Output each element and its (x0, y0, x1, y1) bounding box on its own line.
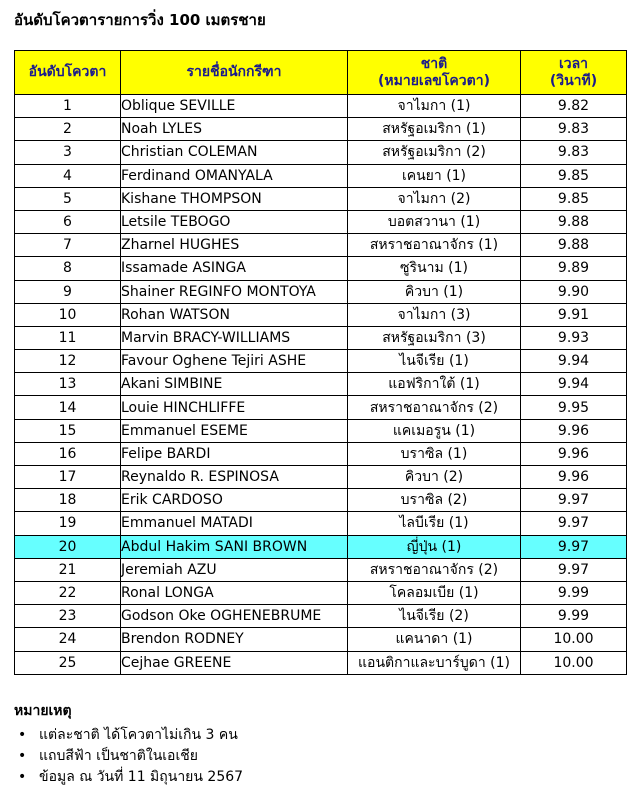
rank-cell: 8 (15, 257, 121, 280)
rank-cell: 14 (15, 396, 121, 419)
athlete-name-cell: Emmanuel ESEME (121, 419, 348, 442)
time-cell: 9.88 (521, 234, 627, 257)
athlete-name-cell: Shainer REGINFO MONTOYA (121, 280, 348, 303)
nation-cell: ไนจีเรีย (1) (348, 350, 521, 373)
athlete-name-cell: Noah LYLES (121, 118, 348, 141)
header-time-sublabel: (วินาที) (549, 72, 598, 89)
table-row (15, 303, 627, 326)
time-cell: 10.00 (521, 628, 627, 651)
bullet-icon: • (18, 769, 27, 785)
nation-cell: ไลบีเรีย (1) (348, 512, 521, 535)
time-cell: 9.96 (521, 442, 627, 465)
nation-cell: แอฟริกาใต้ (1) (348, 373, 521, 396)
rank-cell: 12 (15, 350, 121, 373)
time-cell: 9.99 (521, 581, 627, 604)
athlete-name-cell: Erik CARDOSO (121, 489, 348, 512)
athlete-name-cell: Ronal LONGA (121, 581, 348, 604)
time-cell: 9.97 (521, 535, 627, 558)
nation-cell: แอนติกาและบาร์บูดา (1) (348, 651, 521, 674)
rank-cell: 16 (15, 442, 121, 465)
time-cell: 9.85 (521, 187, 627, 210)
athlete-name-cell: Reynaldo R. ESPINOSA (121, 466, 348, 489)
rank-cell: 25 (15, 651, 121, 674)
table-row (15, 558, 627, 581)
table-row (15, 164, 627, 187)
athlete-name-cell: Godson Oke OGHENEBRUME (121, 605, 348, 628)
table-body (15, 95, 627, 675)
table-row (15, 442, 627, 465)
header-nation-label: ชาติ (420, 55, 448, 72)
notes-section (14, 700, 243, 788)
athlete-name-cell: Oblique SEVILLE (121, 95, 348, 118)
rank-cell: 7 (15, 234, 121, 257)
page-title: อันดับโควตารายการวิ่ง 100 เมตรชาย (14, 11, 266, 29)
athlete-name-cell: Akani SIMBINE (121, 373, 348, 396)
nation-cell: แคเมอรูน (1) (348, 419, 521, 442)
header-nation (348, 51, 521, 95)
athlete-name-cell: Rohan WATSON (121, 303, 348, 326)
time-cell: 9.97 (521, 489, 627, 512)
time-cell: 9.96 (521, 466, 627, 489)
nation-cell: คิวบา (2) (348, 466, 521, 489)
nation-cell: สหรัฐอเมริกา (3) (348, 326, 521, 349)
time-cell: 9.83 (521, 118, 627, 141)
table-header-row (15, 51, 627, 95)
athlete-name-cell: Jeremiah AZU (121, 558, 348, 581)
notes-item-text: ข้อมูล ณ วันที่ 11 มิถุนายน 2567 (39, 769, 244, 785)
time-cell: 9.83 (521, 141, 627, 164)
table-row (15, 651, 627, 674)
table-row (15, 396, 627, 419)
time-cell: 9.93 (521, 326, 627, 349)
athlete-name-cell: Kishane THOMPSON (121, 187, 348, 210)
rank-cell: 6 (15, 210, 121, 233)
nation-cell: คิวบา (1) (348, 280, 521, 303)
athlete-name-cell: Ferdinand OMANYALA (121, 164, 348, 187)
rank-cell: 22 (15, 581, 121, 604)
table-row (15, 535, 627, 558)
time-cell: 9.97 (521, 558, 627, 581)
athlete-name-cell: Zharnel HUGHES (121, 234, 348, 257)
table-row (15, 350, 627, 373)
athlete-name-cell: Issamade ASINGA (121, 257, 348, 280)
table-row (15, 210, 627, 233)
nation-cell: สหราชอาณาจักร (1) (348, 234, 521, 257)
athlete-name-cell: Marvin BRACY-WILLIAMS (121, 326, 348, 349)
time-cell: 10.00 (521, 651, 627, 674)
time-cell: 9.97 (521, 512, 627, 535)
notes-item (14, 746, 243, 767)
time-cell: 9.82 (521, 95, 627, 118)
nation-cell: บอตสวานา (1) (348, 210, 521, 233)
nation-cell: บราซิล (1) (348, 442, 521, 465)
table-row (15, 605, 627, 628)
athlete-name-cell: Emmanuel MATADI (121, 512, 348, 535)
nation-cell: จาไมกา (1) (348, 95, 521, 118)
table-row (15, 118, 627, 141)
rank-cell: 18 (15, 489, 121, 512)
athlete-name-cell: Christian COLEMAN (121, 141, 348, 164)
notes-title: หมายเหตุ (14, 703, 72, 719)
nation-cell: ญี่ปุ่น (1) (348, 535, 521, 558)
athlete-name-cell: Letsile TEBOGO (121, 210, 348, 233)
rank-cell: 21 (15, 558, 121, 581)
rank-cell: 11 (15, 326, 121, 349)
table-row (15, 419, 627, 442)
athlete-name-cell: Cejhae GREENE (121, 651, 348, 674)
table-row (15, 187, 627, 210)
time-cell: 9.89 (521, 257, 627, 280)
athlete-name-cell: Abdul Hakim SANI BROWN (121, 535, 348, 558)
quota-ranking-table (14, 50, 627, 675)
table-row (15, 581, 627, 604)
table-row (15, 466, 627, 489)
nation-cell: แคนาดา (1) (348, 628, 521, 651)
header-time (521, 51, 627, 95)
table-row (15, 95, 627, 118)
time-cell: 9.96 (521, 419, 627, 442)
rank-cell: 20 (15, 535, 121, 558)
time-cell: 9.94 (521, 373, 627, 396)
table-row (15, 373, 627, 396)
time-cell: 9.85 (521, 164, 627, 187)
notes-item (14, 725, 243, 746)
time-cell: 9.95 (521, 396, 627, 419)
rank-cell: 4 (15, 164, 121, 187)
athlete-name-cell: Felipe BARDI (121, 442, 348, 465)
athlete-name-cell: Louie HINCHLIFFE (121, 396, 348, 419)
table-row (15, 326, 627, 349)
rank-cell: 19 (15, 512, 121, 535)
table-row (15, 628, 627, 651)
rank-cell: 15 (15, 419, 121, 442)
notes-item-text: แถบสีฟ้า เป็นชาติในเอเชีย (39, 748, 198, 764)
notes-item-text: แต่ละชาติ ได้โควตาไม่เกิน 3 คน (39, 727, 238, 743)
rank-cell: 10 (15, 303, 121, 326)
time-cell: 9.94 (521, 350, 627, 373)
header-nation-sublabel: (หมายเลขโควตา) (378, 72, 490, 89)
rank-cell: 2 (15, 118, 121, 141)
nation-cell: สหราชอาณาจักร (2) (348, 558, 521, 581)
nation-cell: บราซิล (2) (348, 489, 521, 512)
nation-cell: เคนยา (1) (348, 164, 521, 187)
nation-cell: สหรัฐอเมริกา (1) (348, 118, 521, 141)
notes-list (14, 725, 243, 788)
rank-cell: 9 (15, 280, 121, 303)
nation-cell: ไนจีเรีย (2) (348, 605, 521, 628)
table-row (15, 512, 627, 535)
table-row (15, 280, 627, 303)
header-name-label: รายชื่อนักกรีฑา (186, 64, 282, 80)
time-cell: 9.88 (521, 210, 627, 233)
rank-cell: 3 (15, 141, 121, 164)
rank-cell: 17 (15, 466, 121, 489)
athlete-name-cell: Brendon RODNEY (121, 628, 348, 651)
table-row (15, 141, 627, 164)
bullet-icon: • (18, 727, 27, 743)
rank-cell: 23 (15, 605, 121, 628)
rank-cell: 1 (15, 95, 121, 118)
time-cell: 9.99 (521, 605, 627, 628)
rank-cell: 13 (15, 373, 121, 396)
nation-cell: จาไมกา (3) (348, 303, 521, 326)
athlete-name-cell: Favour Oghene Tejiri ASHE (121, 350, 348, 373)
rank-cell: 5 (15, 187, 121, 210)
header-time-label: เวลา (558, 55, 589, 72)
header-rank (15, 51, 121, 95)
nation-cell: สหราชอาณาจักร (2) (348, 396, 521, 419)
time-cell: 9.90 (521, 280, 627, 303)
bullet-icon: • (18, 748, 27, 764)
nation-cell: ซูรินาม (1) (348, 257, 521, 280)
time-cell: 9.91 (521, 303, 627, 326)
table-row (15, 257, 627, 280)
header-rank-label: อันดับโควตา (28, 64, 107, 80)
nation-cell: สหรัฐอเมริกา (2) (348, 141, 521, 164)
rank-cell: 24 (15, 628, 121, 651)
notes-item (14, 767, 243, 788)
header-athlete-name (121, 51, 348, 95)
table-row (15, 234, 627, 257)
table-row (15, 489, 627, 512)
nation-cell: จาไมกา (2) (348, 187, 521, 210)
nation-cell: โคลอมเบีย (1) (348, 581, 521, 604)
